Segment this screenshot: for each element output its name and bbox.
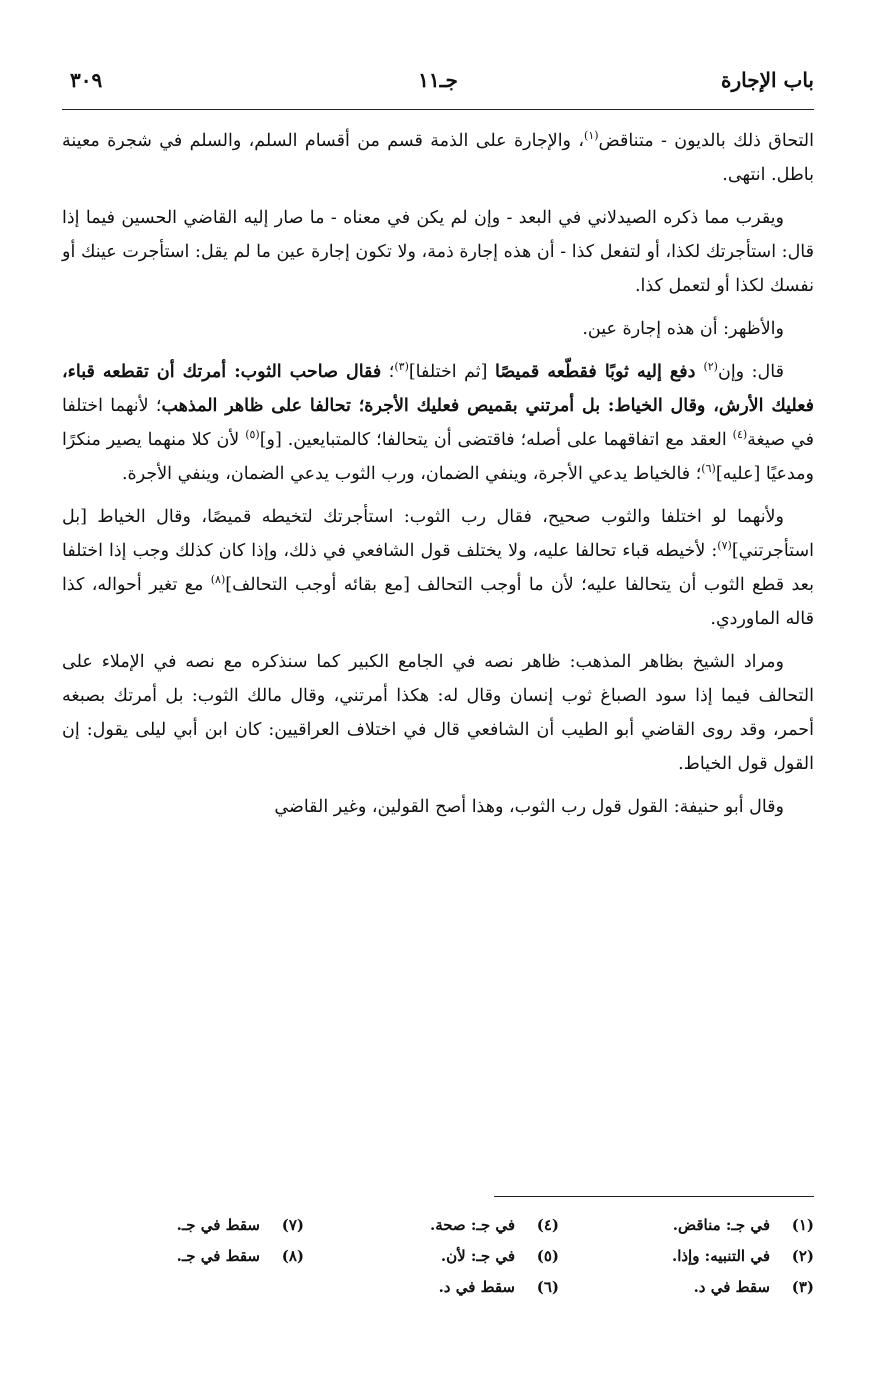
footnote-number: (٨) xyxy=(281,1247,304,1265)
footnote-number: (٥) xyxy=(536,1247,559,1265)
footnote-ref: (٨) xyxy=(210,573,226,587)
footnote-number: (١) xyxy=(791,1216,814,1234)
matn-text: دفع إليه ثوبًا فقطّعه قميصًا xyxy=(495,362,704,382)
footnote-ref: (٣) xyxy=(394,360,409,374)
footnote-ref: (٤) xyxy=(732,428,748,442)
footnote-number: (٢) xyxy=(791,1247,814,1265)
footnote-ref: (٦) xyxy=(701,462,716,476)
footnote-text: سقط في د. xyxy=(693,1278,770,1296)
footnote-item xyxy=(584,1210,814,1241)
footnote-column xyxy=(584,1210,814,1303)
footnote-item xyxy=(74,1210,304,1241)
header-divider xyxy=(62,109,814,110)
footnote-number: (٦) xyxy=(536,1278,559,1296)
text-segment: : لأخيطه قباء تحالفا عليه، ولا يختلف قول الشافعي في ذلك، وإذا كان كذلك وجب إذا اختلفا بعد قطع الثوب أن يتحالفا عليه؛ لأن ما أوجب التحالف [مع بقائه أوجب التحالف] xyxy=(62,541,814,595)
paragraph xyxy=(62,790,814,824)
page-number: ٣٠٩ xyxy=(70,68,103,92)
text-segment: لأن كلا منهما يصير منكرًا ومدعيًا [عليه] xyxy=(62,430,814,484)
text-segment: قال: وإن xyxy=(717,362,784,382)
text-segment: التحاق ذلك بالديون - متناقض xyxy=(598,131,814,151)
running-header xyxy=(62,60,814,110)
text-segment: والأظهر: أن هذه إجارة عين. xyxy=(582,319,784,339)
footnote-item xyxy=(329,1210,559,1241)
footnote-text: في جـ: مناقض. xyxy=(672,1216,770,1234)
paragraph xyxy=(62,355,814,491)
footnote-ref: (١) xyxy=(584,129,599,143)
text-segment: ويقرب مما ذكره الصيدلاني في البعد - وإن لم يكن في معناه - ما صار إليه القاضي الحسين فيما إذا قال: استأجرتك لكذا، أو لتفعل كذا - أن هذه إجارة ذمة، ولا تكون إجارة عين ما لم يقل: استأجرت عينك أو نفسك لكذا أو لتعمل كذا. xyxy=(62,208,814,296)
matn-text: فقال صاحب الثوب: أمرتك أن تقطعه قباء، فعليك الأرش، وقال الخياط: بل أمرتني بقميص فعليك الأجرة؛ تحالفا على ظاهر المذهب xyxy=(62,362,814,416)
paragraph xyxy=(62,124,814,192)
text-segment: ؛ xyxy=(381,362,395,382)
book-page xyxy=(62,60,814,1350)
footnote-text: في التنبيه: وإذا. xyxy=(671,1247,770,1265)
text-segment: العقد مع اتفاقهما على أصله؛ فاقتضى أن يتحالفا؛ كالمتبايعين. [و] xyxy=(259,430,733,450)
chapter-title: باب الإجارة xyxy=(720,68,814,92)
text-segment: ؛ لأنهما اختلفا في صيغة xyxy=(62,396,814,450)
text-segment: ؛ فالخياط يدعي الأجرة، وينفي الضمان، ورب الثوب يدعي الضمان، وينفي الأجرة. xyxy=(121,464,702,484)
footnote-number: (٤) xyxy=(536,1216,559,1234)
footnote-ref: (٥) xyxy=(245,428,260,442)
paragraph xyxy=(62,645,814,781)
footnote-column xyxy=(329,1210,559,1303)
footnote-number: (٧) xyxy=(281,1216,304,1234)
footnote-text: في جـ: صحة. xyxy=(429,1216,515,1234)
footnote-ref: (٢) xyxy=(703,360,718,374)
footnote-item xyxy=(584,1272,814,1303)
text-segment: [ثم اختلفا] xyxy=(408,362,496,382)
footnote-ref: (٧) xyxy=(717,539,732,553)
footnote-text: سقط في جـ. xyxy=(176,1216,260,1234)
text-segment: ولأنهما لو اختلفا والثوب صحيح، فقال رب الثوب: استأجرتك لتخيطه قميصًا، وقال الخياط [بل استأجرتني] xyxy=(62,507,814,561)
footnote-item xyxy=(329,1272,559,1303)
text-segment: مع تغير أحواله، كذا قاله الماوردي. xyxy=(62,575,814,629)
paragraph xyxy=(62,500,814,636)
text-segment: وقال أبو حنيفة: القول قول رب الثوب، وهذا أصح القولين، وغير القاضي xyxy=(274,797,784,817)
footnote-text: سقط في جـ. xyxy=(176,1247,260,1265)
footnote-item xyxy=(74,1241,304,1272)
volume-label: جـ١١ xyxy=(418,68,458,92)
footnote-number: (٣) xyxy=(791,1278,814,1296)
main-text xyxy=(62,124,814,833)
paragraph xyxy=(62,201,814,303)
text-segment: ، والإجارة على الذمة قسم من أقسام السلم، والسلم في شجرة معينة باطل. انتهى. xyxy=(62,131,814,185)
text-segment: ومراد الشيخ بظاهر المذهب: ظاهر نصه في الجامع الكبير كما سنذكره مع نصه في الإملاء على التحالف فيما إذا سود الصباغ ثوب إنسان وقال له: هكذا أمرتني، وقال مالك الثوب: بل أمرتك بصبغه أحمر، وقد روى القاضي أبو الطيب أن الشافعي قال في اختلاف العراقيين: كان ابن أبي ليلى يقول: إن القول قول الخياط. xyxy=(62,652,814,774)
footnote-text: في جـ: لأن. xyxy=(440,1247,515,1265)
footnote-item xyxy=(329,1241,559,1272)
paragraph xyxy=(62,312,814,346)
footnote-text: سقط في د. xyxy=(438,1278,515,1296)
footnote-divider xyxy=(494,1196,814,1197)
footnote-item xyxy=(584,1241,814,1272)
footnote-column xyxy=(74,1210,304,1272)
